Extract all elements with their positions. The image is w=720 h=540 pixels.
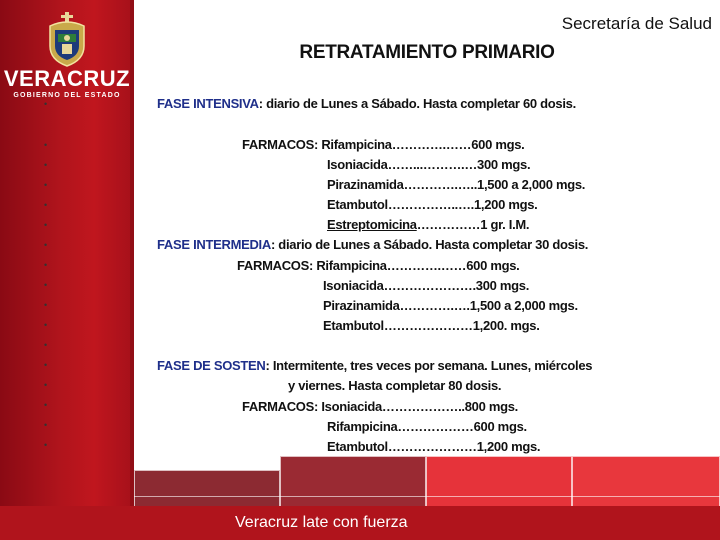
farmacos-label: FARMACOS: xyxy=(242,137,322,152)
bullet-marker: • xyxy=(44,160,48,170)
drug-entry: Isoniacida………………..800 mgs. xyxy=(321,399,518,414)
drug-row xyxy=(242,399,518,414)
bullet-marker: • xyxy=(44,180,48,190)
bullet-marker: • xyxy=(44,99,48,109)
phase-sosten-heading xyxy=(157,358,592,373)
drug-entry: Etambutol…………………1,200. mgs. xyxy=(323,318,540,333)
bullet-marker: • xyxy=(44,200,48,210)
farmacos-label: FARMACOS: xyxy=(242,399,322,414)
phase-intermedia-heading xyxy=(157,237,588,252)
phase-description: : diario de Lunes a Sábado. Hasta completar 60 dosis. xyxy=(258,96,576,111)
drug-row xyxy=(242,137,524,152)
bullet-marker: • xyxy=(44,320,48,330)
phase-description-cont: y viernes. Hasta completar 80 dosis. xyxy=(288,378,502,393)
drug-entry: Isoniacida………………….300 mgs. xyxy=(323,278,530,293)
brand-name: VERACRUZ xyxy=(3,66,131,91)
drug-row xyxy=(327,217,529,232)
bullet-marker: • xyxy=(44,420,48,430)
drug-entry: Rifampicina………………600 mgs. xyxy=(327,419,527,434)
drug-entry: Isoniacida……...……….…300 mgs. xyxy=(327,157,531,172)
drug-entry: Pirazinamida………….….1,500 a 2,000 mgs. xyxy=(323,298,578,313)
secretaria-label: Secretaría de Salud xyxy=(561,14,712,33)
bullet-marker: • xyxy=(44,280,48,290)
phase-description: : Intermitente, tres veces por semana. Lunes, miércoles xyxy=(265,358,593,373)
bullet-marker: • xyxy=(44,340,48,350)
bullet-marker: • xyxy=(44,300,48,310)
drug-entry: Rifampicina………….……600 mgs. xyxy=(321,137,525,152)
footer-slogan: Veracruz late con fuerza xyxy=(235,514,408,531)
phase-name: FASE INTERMEDIA xyxy=(157,237,271,252)
bullet-marker: • xyxy=(44,240,48,250)
state-crest-icon xyxy=(42,12,92,68)
page-title: RETRATAMIENTO PRIMARIO xyxy=(299,42,555,63)
brand-subtitle: GOBIERNO DEL ESTADO xyxy=(13,92,121,99)
sidebar-banner xyxy=(0,0,134,540)
phase-intensiva-heading xyxy=(157,96,576,111)
bullet-marker: • xyxy=(44,140,48,150)
drug-entry: Etambutol…………………1,200 mgs. xyxy=(327,439,541,454)
farmacos-label: FARMACOS: xyxy=(237,258,317,273)
drug-entry: Pirazinamida………….…..1,500 a 2,000 mgs. xyxy=(327,177,586,192)
drug-entry: Etambutol……………..….1,200 mgs. xyxy=(327,197,538,212)
drug-entry: Rifampicina………….……600 mgs. xyxy=(316,258,520,273)
phase-description: : diario de Lunes a Sábado. Hasta completar 30 dosis. xyxy=(270,237,589,252)
bullet-marker: • xyxy=(44,400,48,410)
bullet-marker: • xyxy=(44,260,48,270)
drug-dose: ……………1 gr. I.M. xyxy=(416,217,530,232)
bullet-marker: • xyxy=(44,220,48,230)
bullet-marker: • xyxy=(44,380,48,390)
bullet-marker: • xyxy=(44,440,48,450)
bullet-marker: • xyxy=(44,360,48,370)
drug-name: Estreptomicina xyxy=(327,217,417,232)
drug-row xyxy=(237,258,519,273)
phase-name: FASE INTENSIVA xyxy=(157,96,259,111)
phase-name: FASE DE SOSTEN xyxy=(157,358,266,373)
